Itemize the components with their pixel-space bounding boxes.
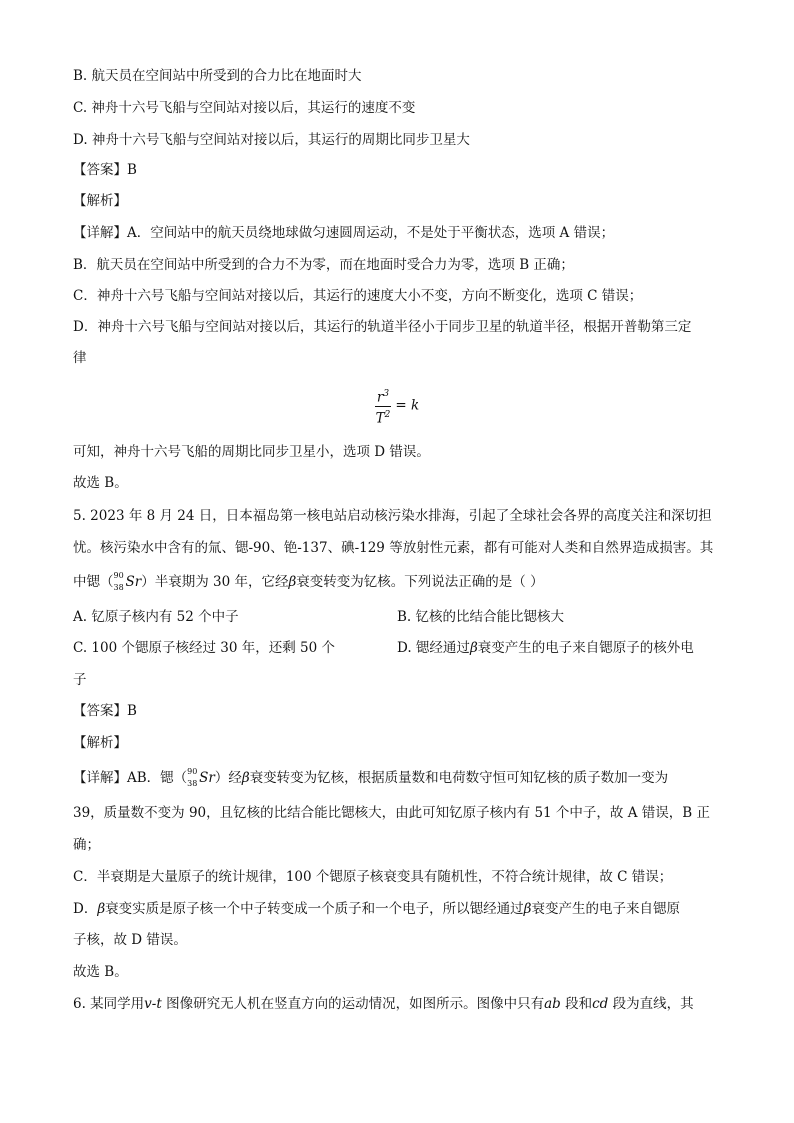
question-6-line1 [73,994,694,1014]
q5-option-d-a: D. 锶经通过 [397,640,470,656]
kepler-formula [0,386,794,426]
q5-option-b: B. 钇核的比结合能比锶核大 [397,609,565,625]
nuclide-sr90 [114,572,142,592]
exp-d2-a: D． [73,901,98,917]
formula-rhs: = k [395,397,420,414]
q5-text-c: 衰变转变为钇核。下列说法正确的是（ ） [296,574,544,590]
q5-option-d [397,638,694,658]
q5-option-a: A. 钇原子核内有 52 个中子 [73,609,239,625]
explanation-a: 【详解】A．空间站中的航天员绕地球做匀速圆周运动，不是处于平衡状态，选项 A 错误； [73,225,615,241]
answer-label: 【答案】B [73,162,137,178]
q6-text-a: 6. 某同学用 [73,996,145,1012]
nuclide-charge: 38 [187,779,198,788]
answer-label-2: 【答案】B [73,703,137,719]
conclusion-line: 可知，神舟十六号飞船的周期比同步卫星小，选项 D 错误。 [73,444,430,460]
q5-option-c: C. 100 个锶原子核经过 30 年，还剩 50 个 [73,640,336,656]
exp-ab-a: 【详解】AB．锶（ [73,770,188,786]
formula-den-base: T [375,410,385,426]
q6-text-c: 图像研究无人机在竖直方向的运动情况，如图所示。图像中只有 [161,996,545,1012]
q5-text-a: 中锶（ [73,574,114,590]
exp-d2-c: 衰变产生的电子来自锶原 [531,901,680,917]
explanation-d2 [73,899,680,919]
q6-cd: cd [592,996,609,1012]
beta-symbol: β [523,901,532,917]
nuclide-mass: 90 [187,767,198,776]
q5-text-b: ）半衰期为 30 年，它经 [141,574,289,590]
question-5-line1: 5. 2023 年 8 月 24 日，日本福岛第一核电站启动核污染水排海，引起了全球社会各界的高度关注和深切担 [73,508,712,524]
explanation-c2: C．半衰期是大量原子的统计规律，100 个锶原子核衰变具有随机性，不符合统计规律，故 C 错误； [73,869,673,885]
nuclide-mass: 90 [113,571,124,580]
formula-den-exp: 2 [384,409,391,420]
q6-text-g: 段为直线，其 [608,996,694,1012]
explanation-d-cont: 律 [73,350,87,366]
q5-option-d-b: 衰变产生的电子来自锶原子的核外电 [477,640,694,656]
exp-ab-b: ）经 [214,770,242,786]
explanation-d: D．神舟十六号飞船与空间站对接以后，其运行的轨道半径小于同步卫星的轨道半径，根据开普勒第三定 [73,319,692,335]
analysis-label-2: 【解析】 [73,735,127,751]
q6-text-e: 段和 [560,996,593,1012]
choose-b-line: 故选 B。 [73,475,128,491]
option-b-line: B. 航天员在空间站中所受到的合力比在地面时大 [73,68,362,84]
q6-vt: v-t [144,996,162,1012]
beta-symbol: β [241,770,250,786]
formula-fraction [375,386,391,426]
choose-b-line-2: 故选 B。 [73,964,128,980]
q5-option-d-cont: 子 [73,672,87,688]
explanation-d2-cont: 子核，故 D 错误。 [73,932,187,948]
explanation-ab-cont2: 确； [73,837,100,853]
exp-ab-c: 衰变转变为钇核，根据质量数和电荷数守恒可知钇核的质子数加一变为 [249,770,669,786]
nuclide-symbol: Sr [125,574,142,590]
nuclide-charge: 38 [113,583,124,592]
question-5-line3 [73,572,544,592]
option-c-line: C. 神舟十六号飞船与空间站对接以后，其运行的速度不变 [73,100,416,116]
beta-symbol: β [288,574,297,590]
beta-symbol: β [469,640,478,656]
exp-d2-b: 衰变实质是原子核一个中子转变成一个质子和一个电子，所以锶经通过 [105,901,524,917]
option-d-line: D. 神舟十六号飞船与空间站对接以后，其运行的周期比同步卫星大 [73,132,470,148]
question-5-line2: 忧。核污染水中含有的氚、锶-90、铯-137、碘-129 等放射性元素，都有可能对人类和自然界造成损害。其 [73,540,714,556]
formula-num-exp: 3 [383,389,390,399]
analysis-label: 【解析】 [73,193,127,209]
explanation-b: B．航天员在空间站中所受到的合力不为零，而在地面时受合力为零，选项 B 正确； [73,257,574,273]
explanation-ab-cont: 39，质量数不变为 90，且钇核的比结合能比锶核大，由此可知钇原子核内有 51 个中子，故 A 错误，B 正 [73,805,710,821]
explanation-c: C．神舟十六号飞船与空间站对接以后，其运行的速度大小不变，方向不断变化，选项 C 错误； [73,288,643,304]
explanation-ab [73,768,668,788]
q6-ab: ab [544,996,561,1012]
nuclide-sr90-2 [187,768,215,788]
nuclide-symbol: Sr [199,770,215,786]
beta-symbol: β [97,901,106,917]
formula-num-base: r [376,389,384,406]
